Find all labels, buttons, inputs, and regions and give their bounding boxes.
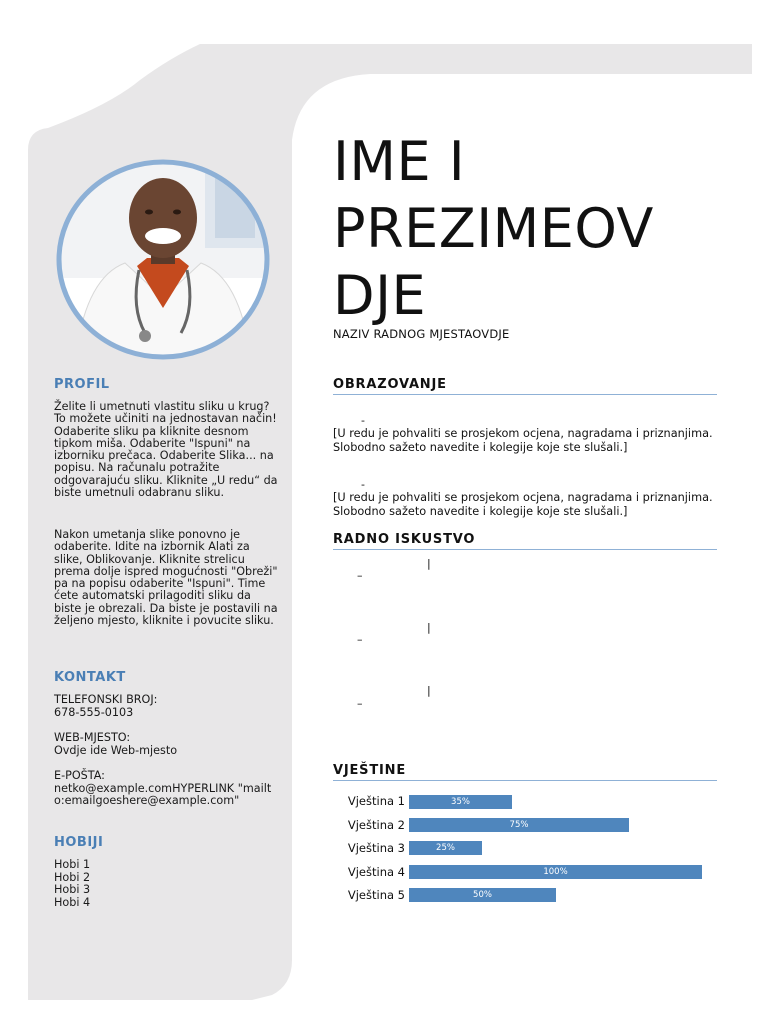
- education-description: [U redu je pohvaliti se prosjekom ocjena, nagradama i priznanjima. Slobodno sažeto navedite i kolegije koje ste slušali.]: [333, 427, 713, 455]
- experience-dash: –: [357, 697, 363, 710]
- experience-separator: |: [427, 557, 431, 570]
- hobby-item: Hobi 1: [54, 858, 91, 871]
- email-label: E-POŠTA:: [54, 769, 105, 782]
- skill-percent: 75%: [509, 820, 529, 830]
- experience-separator: |: [427, 621, 431, 634]
- education-dash: -: [361, 478, 365, 491]
- skill-percent: 100%: [543, 867, 568, 877]
- skills-heading: VJEŠTINE: [333, 763, 717, 781]
- profile-paragraph-2: Nakon umetanja slike ponovno je odaberite. Idite na izbornik Alati za slike, Oblikovanje. Kliknite strelicu prema dolje ispred mogućnosti "Obreži" pa na popisu odaberite "Ispuni". Time ćete automatski prilagoditi sliku da biste je obrezali. Da biste je postavili na željeno mjesto, kliknite i povucite sliku.: [54, 528, 278, 628]
- name-line-3: DJE: [333, 264, 427, 327]
- education-heading: OBRAZOVANJE: [333, 377, 717, 395]
- web-value[interactable]: Ovdje ide Web-mjesto: [54, 744, 178, 757]
- skill-label: Vještina 1: [347, 794, 405, 808]
- name-line-1: IME I: [333, 130, 466, 193]
- profile-photo[interactable]: [55, 158, 271, 361]
- web-label: WEB-MJESTO:: [54, 731, 131, 744]
- phone-value: 678-555-0103: [54, 706, 134, 719]
- skill-percent: 25%: [436, 843, 455, 853]
- experience-heading: RADNO ISKUSTVO: [333, 532, 717, 550]
- hobby-item: Hobi 4: [54, 896, 91, 909]
- experience-dash: –: [357, 633, 363, 646]
- education-dash: -: [361, 414, 365, 427]
- phone-label: TELEFONSKI BROJ:: [54, 693, 158, 706]
- skill-label: Vještina 4: [347, 865, 405, 879]
- experience-separator: |: [427, 684, 431, 697]
- hobbies-heading: HOBIJI: [54, 835, 104, 850]
- skill-percent: 50%: [473, 890, 492, 900]
- education-description: [U redu je pohvaliti se prosjekom ocjena, nagradama i priznanjima. Slobodno sažeto navedite i kolegije koje ste slušali.]: [333, 491, 713, 519]
- full-name-title: [333, 128, 654, 329]
- skill-label: Vještina 5: [347, 888, 405, 902]
- skill-label: Vještina 2: [347, 818, 405, 832]
- contact-heading: KONTAKT: [54, 670, 126, 685]
- hobby-item: Hobi 3: [54, 883, 91, 896]
- email-value[interactable]: netko@example.comHYPERLINK "mailto:emailgoeshere@example.com": [54, 782, 272, 808]
- skill-percent: 35%: [451, 797, 470, 807]
- name-line-2: PREZIMEOV: [333, 197, 654, 260]
- experience-dash: –: [357, 569, 363, 582]
- profile-heading: PROFIL: [54, 377, 110, 392]
- job-title: NAZIV RADNOG MJESTAOVDJE: [333, 327, 510, 341]
- profile-paragraph-1: Želite li umetnuti vlastitu sliku u krug? To možete učiniti na jednostavan način! Odaberite sliku pa kliknite desnom tipkom miša. Odaberite "Ispuni" na izborniku prečaca. Odaberite Slika... na popisu. Na računalu potražite odgovarajuću sliku. Kliknite „U redu“ da biste umetnuli odabranu sliku.: [54, 400, 278, 500]
- skill-label: Vještina 3: [347, 841, 405, 855]
- hobby-item: Hobi 2: [54, 871, 91, 884]
